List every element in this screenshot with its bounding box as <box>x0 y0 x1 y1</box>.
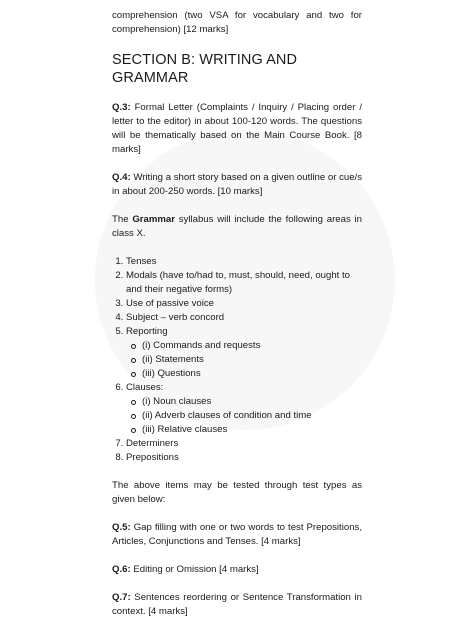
document-page <box>112 0 362 619</box>
grammar-intro-before: The <box>112 214 133 225</box>
list-item-clauses <box>126 381 362 437</box>
sub-list-item: (i) Noun clauses <box>142 395 362 409</box>
section-title: SECTION B: WRITING AND GRAMMAR <box>112 52 298 86</box>
sub-list-item: (ii) Adverb clauses of condition and time <box>142 409 362 423</box>
clauses-sublist <box>126 395 362 437</box>
sub-list-item: (iii) Relative clauses <box>142 423 362 437</box>
grammar-intro <box>112 213 362 241</box>
list-item: 7. Determiners <box>126 437 362 451</box>
question-4-label: Q.4: <box>112 172 131 183</box>
question-4 <box>112 171 362 199</box>
question-3-text: Formal Letter (Complaints / Inquiry / Placing order / letter to the editor) in about 100-120 words. The questions will be thematically based on the Main Course Book. [8 marks] <box>112 102 362 155</box>
grammar-syllabus-list <box>112 255 362 465</box>
list-item-label: Clauses: <box>126 382 164 393</box>
sub-list-item: (ii) Statements <box>142 353 362 367</box>
list-item-reporting <box>126 325 362 381</box>
question-6-label: Q.6: <box>112 564 131 575</box>
grammar-intro-bold: Grammar <box>132 214 175 225</box>
question-7 <box>112 591 362 619</box>
reporting-sublist <box>126 339 362 381</box>
question-7-label: Q.7: <box>112 592 131 603</box>
test-types-paragraph: The above items may be tested through test types as given below: <box>112 480 362 505</box>
list-item: 4. Subject – verb concord <box>126 311 362 325</box>
grammar-intro-after: syllabus will include the following areas in class X. <box>112 214 362 239</box>
sub-list-item: (i) Commands and requests <box>142 339 362 353</box>
question-3-label: Q.3: <box>112 102 131 113</box>
list-item: 1. Tenses <box>126 255 362 269</box>
question-7-text: Sentences reordering or Sentence Transformation in context. [4 marks] <box>112 592 362 617</box>
question-5-label: Q.5: <box>112 522 131 533</box>
list-item: 3. Use of passive voice <box>126 297 362 311</box>
question-4-text: Writing a short story based on a given outline or cue/s in about 200-250 words. [10 marks] <box>112 172 362 197</box>
question-3 <box>112 101 362 157</box>
sub-list-item: (iii) Questions <box>142 367 362 381</box>
list-item: 2. Modals (have to/had to, must, should, need, ought to and their negative forms) <box>126 269 362 297</box>
question-5-text: Gap filling with one or two words to test Prepositions, Articles, Conjunctions and Tenses. [4 marks] <box>112 522 362 547</box>
question-6 <box>112 563 362 577</box>
question-5 <box>112 521 362 549</box>
intro-paragraph: comprehension (two VSA for vocabulary and two for comprehension) [12 marks] <box>112 10 362 35</box>
list-item-label: Reporting <box>126 326 168 337</box>
list-item: 8. Prepositions <box>126 451 362 465</box>
question-6-text: Editing or Omission [4 marks] <box>130 564 259 575</box>
